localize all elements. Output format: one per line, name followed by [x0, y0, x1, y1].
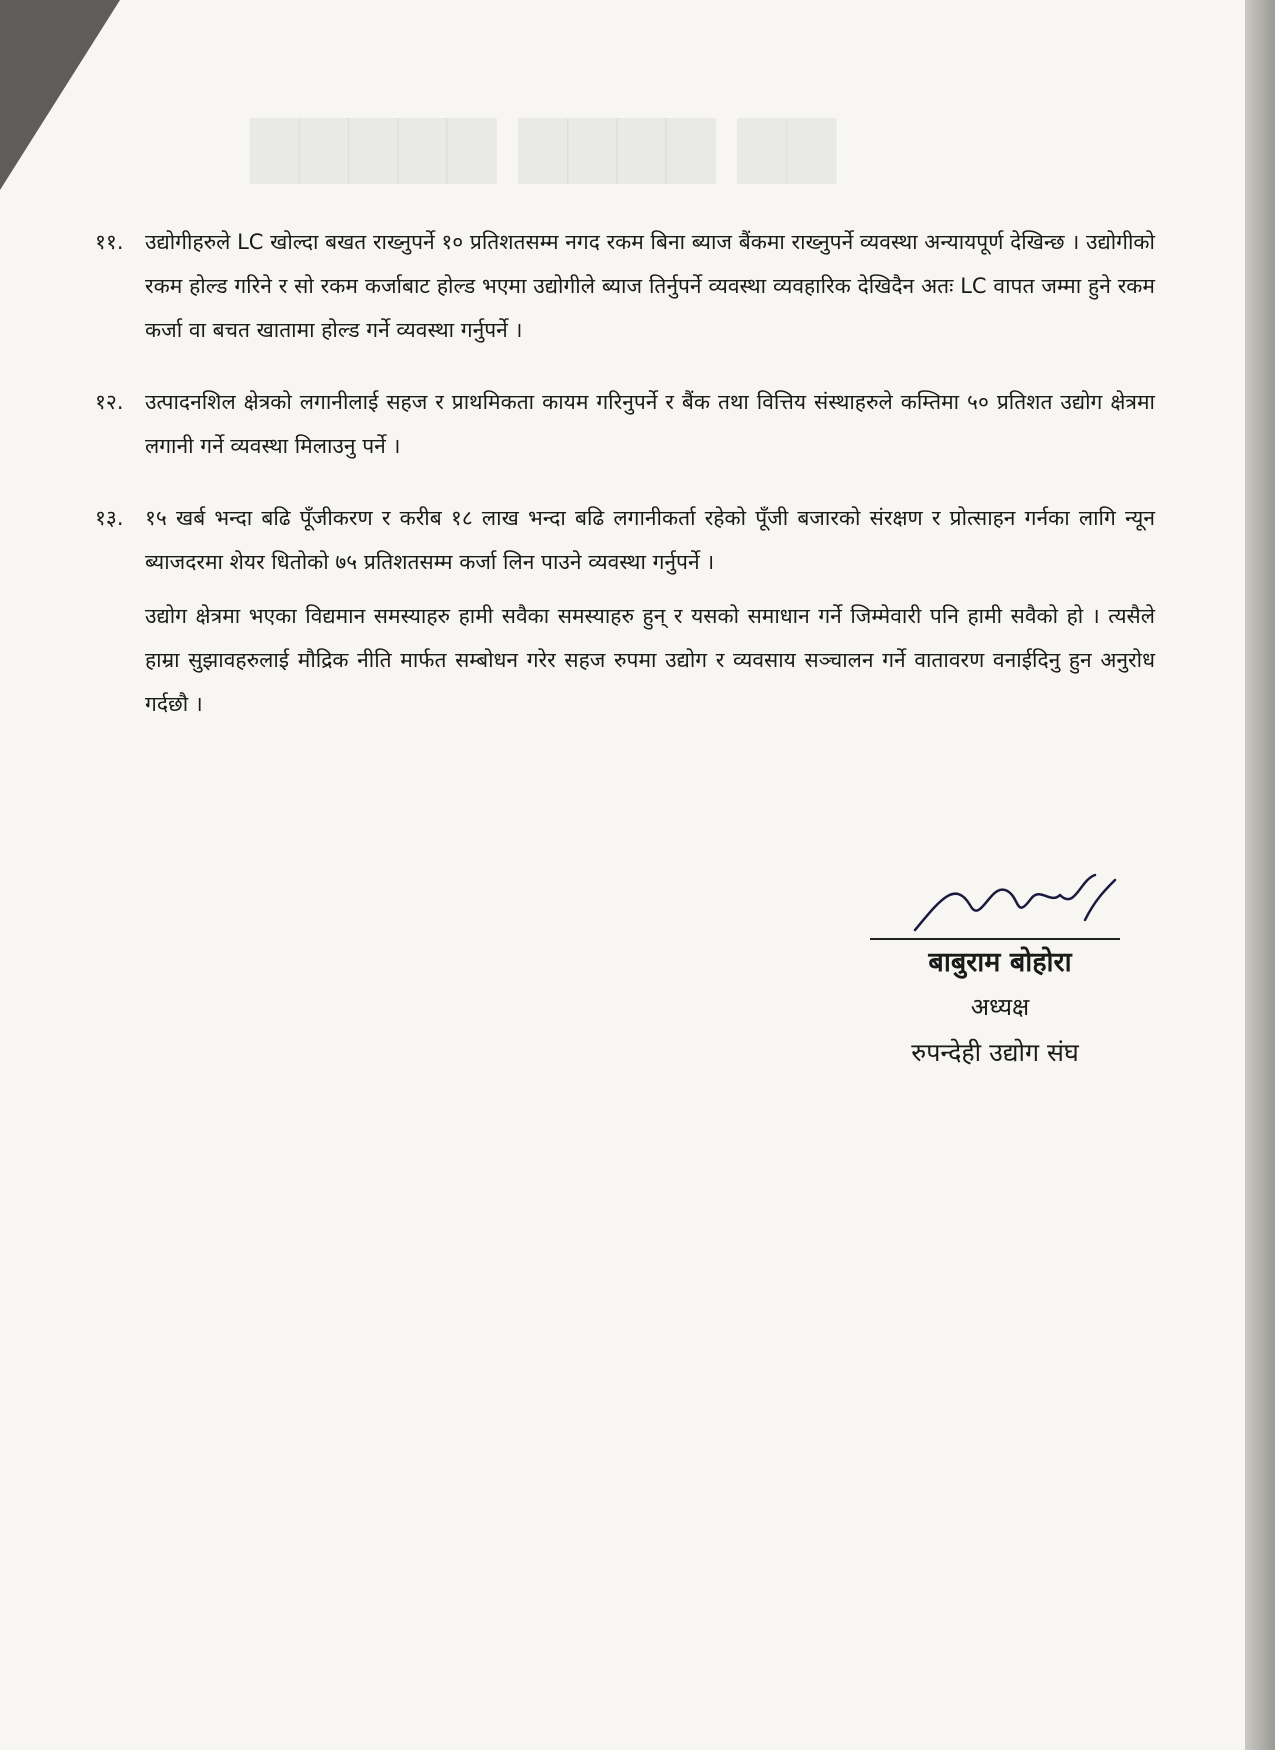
scan-edge [1245, 0, 1275, 1750]
folded-corner [0, 0, 120, 190]
paragraph-number: १३. [95, 506, 124, 530]
show-through-letterhead: ▇▇▇▇▇ ▇▇▇▇ ▇▇ [250, 110, 836, 184]
paragraph-text: १५ खर्ब भन्दा बढि पूँजीकरण र करीब १८ लाख भन्दा बढि लगानीकर्ता रहेको पूँजी बजारको संरक्षण र प्रोत्साहन गर्नका लागि न्यून ब्याजदरमा शेयर धितोको ७५ प्रतिशतसम्म कर्जा लिन पाउने व्यवस्था गर्नुपर्ने । [145, 506, 1155, 574]
paragraph-number: ११. [95, 230, 124, 254]
signatory-name: बाबुराम बोहोरा [928, 947, 1072, 978]
handwritten-signature [910, 860, 1120, 940]
signature-line [870, 938, 1120, 940]
paragraph-11 [95, 220, 1155, 352]
paragraph-12 [95, 380, 1155, 468]
paragraph-number: १२. [95, 390, 124, 414]
signatory-organization: रुपन्देही उद्योग संघ [911, 1038, 1079, 1067]
closing-paragraph: उद्योग क्षेत्रमा भएका विद्यमान समस्याहरु हामी सवैका समस्याहरु हुन् र यसको समाधान गर्ने जिम्मेवारी पनि हामी सवैको हो । त्यसैले हाम्रा सुझावहरुलाई मौद्रिक नीति मार्फत सम्बोधन गरेर सहज रुपमा उद्योग र व्यवसाय सञ्चालन गर्ने वातावरण वनाईदिनु हुन अनुरोध गर्दछौ । [145, 604, 1155, 716]
paragraph-13 [95, 496, 1155, 584]
signatory-title: अध्यक्ष [970, 993, 1030, 1021]
paragraph-text: उत्पादनशिल क्षेत्रको लगानीलाई सहज र प्राथमिकता कायम गरिनुपर्ने र बैंक तथा वित्तिय संस्थाहरुले कम्तिमा ५० प्रतिशत उद्योग क्षेत्रमा लगानी गर्ने व्यवस्था मिलाउनु पर्ने । [145, 390, 1155, 458]
document-body [95, 220, 1155, 726]
paragraph-text: उद्योगीहरुले LC खोल्दा बखत राख्नुपर्ने १० प्रतिशतसम्म नगद रकम बिना ब्याज बैंकमा राख्नुपर्ने व्यवस्था अन्यायपूर्ण देखिन्छ । उद्योगीको रकम होल्ड गरिने र सो रकम कर्जाबाट होल्ड भएमा उद्योगीले ब्याज तिर्नुपर्ने व्यवस्था व्यवहारिक देखिदैन अतः LC वापत जम्मा हुने रकम कर्जा वा बचत खातामा होल्ड गर्ने व्यवस्था गर्नुपर्ने । [145, 230, 1155, 342]
